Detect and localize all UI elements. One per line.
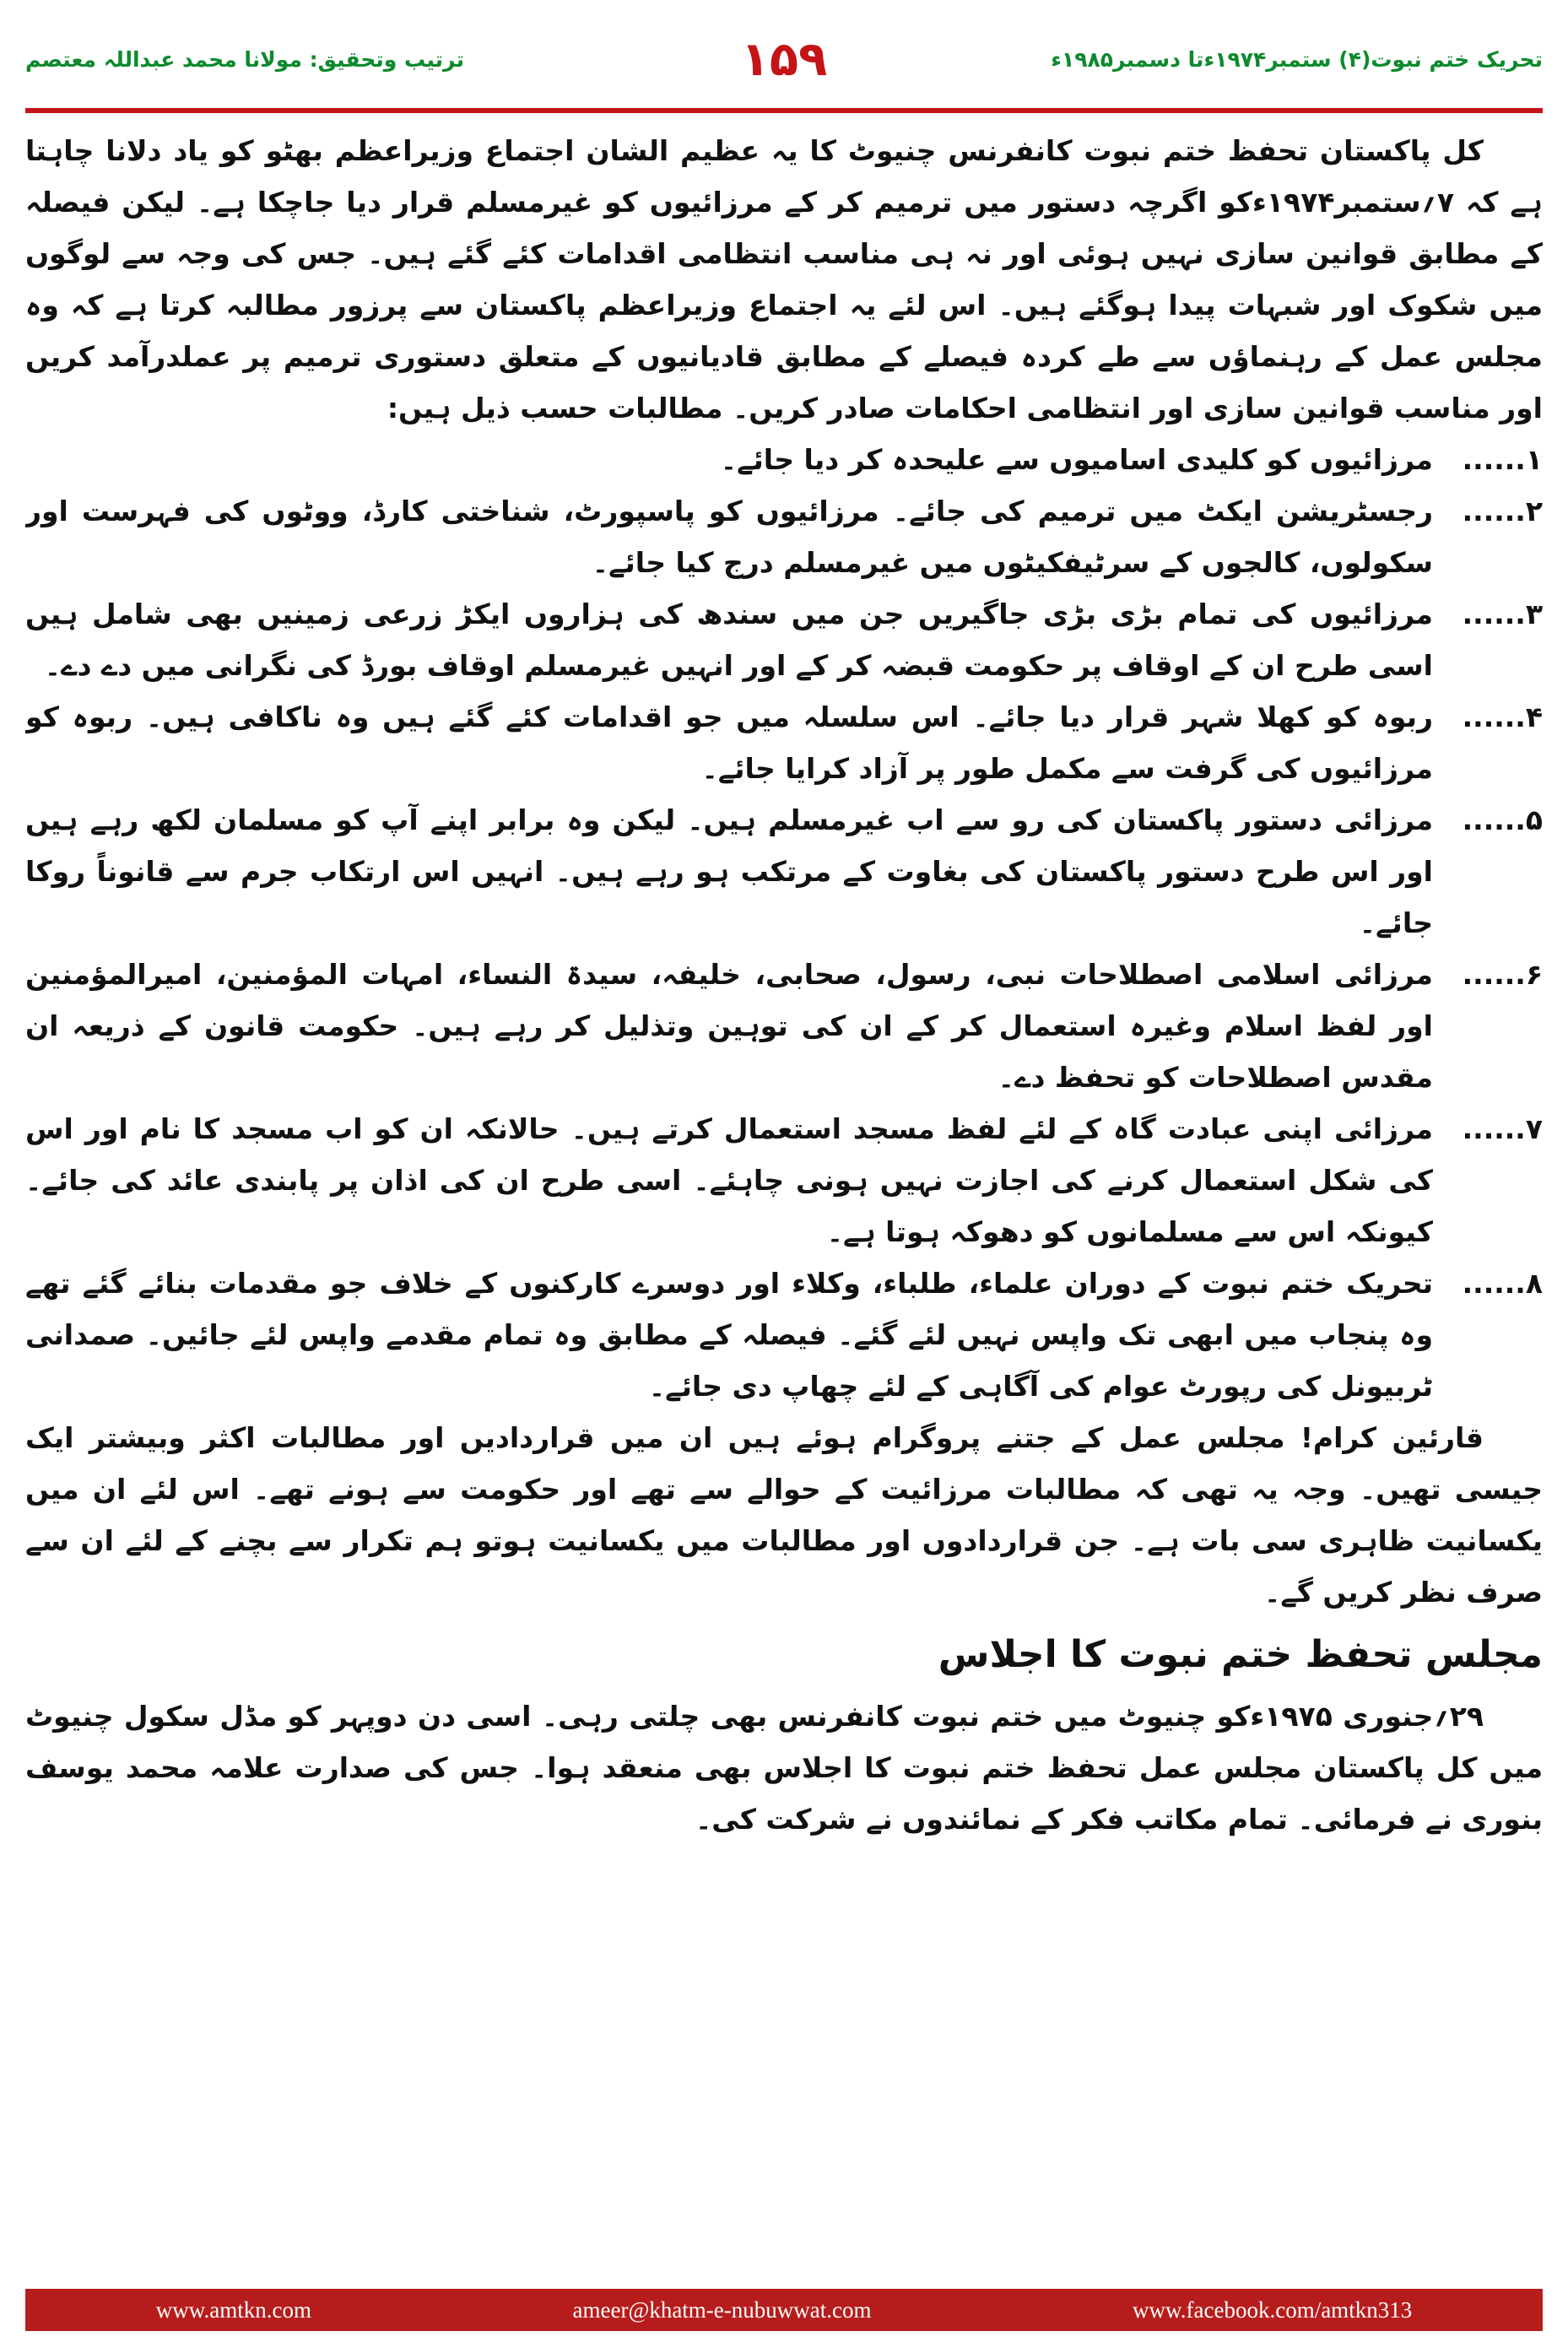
demand-number: ۷......	[1462, 1112, 1543, 1145]
compiler-credit: ترتیب وتحقیق: مولانا محمد عبداللہ معتصم	[25, 46, 464, 72]
demand-text: مرزائیوں کی تمام بڑی بڑی جاگیریں جن میں سندھ کی ہزاروں ایکڑ زرعی زمینیں بھی شامل ہیں اسی طرح ان کے اوقاف پر حکومت قبضہ کر کے اور انہیں غیرمسلم اوقاف بورڈ کی نگرانی میں دے دے۔	[25, 598, 1433, 682]
demand-item	[25, 949, 1543, 1103]
demand-item	[25, 691, 1543, 794]
demand-number: ۶......	[1462, 958, 1543, 991]
page-header	[25, 17, 1543, 101]
demand-item	[25, 485, 1543, 588]
demand-number: ۱......	[1462, 443, 1543, 476]
meeting-paragraph: ۲۹؍جنوری ۱۹۷۵ءکو چنیوٹ میں ختم نبوت کانفرنس بھی چلتی رہی۔ اسی دن دوپہر کو مڈل سکول چنیوٹ میں کل پاکستان مجلس عمل تحفظ ختم نبوت کا اجلاس بھی منعقد ہوا۔ جس کی صدارت علامہ محمد یوسف بنوری نے فرمائی۔ تمام مکاتب فکر کے نمائندوں نے شرکت کی۔	[25, 1700, 1543, 1836]
header-rule	[25, 108, 1543, 113]
demand-text: مرزائی اسلامی اصطلاحات نبی، رسول، صحابی، خلیفہ، سیدۃ النساء، امہات المؤمنین، امیرالمؤمنین اور لفظ اسلام وغیرہ استعمال کر کے ان کی توہین وتذلیل کر رہے ہیں۔ حکومت قانون کے ذریعہ ان مقدس اصطلاحات کو تحفظ دے۔	[25, 958, 1433, 1094]
facebook-link[interactable]: www.facebook.com/amtkn313	[1133, 2296, 1413, 2323]
demand-text: مرزائیوں کو کلیدی اسامیوں سے علیحدہ کر دیا جائے۔	[720, 443, 1433, 476]
demand-number: ۴......	[1462, 700, 1543, 733]
demand-item	[25, 1258, 1543, 1412]
demand-text: رجسٹریشن ایکٹ میں ترمیم کی جائے۔ مرزائیوں کو پاسپورٹ، شناختی کارڈ، ووٹوں کی فہرست اور سکولوں، کالجوں کے سرٹیفکیٹوں میں غیرمسلم درج کیا جائے۔	[25, 495, 1433, 579]
demand-item	[25, 1103, 1543, 1258]
email-link[interactable]: ameer@khatm-e-nubuwwat.com	[572, 2296, 872, 2323]
book-title: تحریک ختم نبوت(۴) ستمبر۱۹۷۴ءتا دسمبر۱۹۸۵ء	[1051, 46, 1543, 72]
demand-number: ۳......	[1462, 598, 1543, 630]
intro-paragraph: کل پاکستان تحفظ ختم نبوت کانفرنس چنیوٹ کا یہ عظیم الشان اجتماع وزیراعظم بھٹو کو یاد دلانا چاہتا ہے کہ ۷؍ستمبر۱۹۷۴ءکو اگرچہ دستور میں ترمیم کر کے مرزائیوں کو غیرمسلم قرار دیا جاچکا ہے۔ لیکن فیصلہ کے مطابق قوانین سازی نہیں ہوئی اور نہ ہی مناسب انتظامی اقدامات کئے گئے ہیں۔ جس کی وجہ سے لوگوں میں شکوک اور شبہات پیدا ہوگئے ہیں۔ اس لئے یہ اجتماع وزیراعظم پاکستان سے پرزور مطالبہ کرتا ہے کہ وہ مجلس عمل کے رہنماؤں سے طے کردہ فیصلے کے مطابق قادیانیوں کے متعلق دستوری ترمیم پر عملدرآمد کریں اور مناسب قوانین سازی اور انتظامی احکامات صادر کریں۔ مطالبات حسب ذیل ہیں:	[25, 134, 1543, 425]
demand-item	[25, 794, 1543, 949]
demand-text: تحریک ختم نبوت کے دوران علماء، طلباء، وکلاء اور دوسرے کارکنوں کے خلاف جو مقدمات بنائے گئے تھے وہ پنجاب میں ابھی تک واپس نہیں لئے گئے۔ فیصلہ کے مطابق وہ تمام مقدمے واپس لئے جائیں۔ صمدانی ٹربیونل کی رپورٹ عوام کی آگاہی کے لئے چھاپ دی جائے۔	[25, 1267, 1433, 1403]
demand-number: ۲......	[1462, 495, 1543, 527]
demand-text: ربوہ کو کھلا شہر قرار دیا جائے۔ اس سلسلہ میں جو اقدامات کئے گئے ہیں وہ ناکافی ہیں۔ ربوہ کو مرزائیوں کی گرفت سے مکمل طور پر آزاد کرایا جائے۔	[25, 700, 1433, 785]
page-number: ۱۵۹	[740, 31, 828, 87]
demand-number: ۵......	[1462, 803, 1543, 836]
demand-text: مرزائی دستور پاکستان کی رو سے اب غیرمسلم ہیں۔ لیکن وہ برابر اپنے آپ کو مسلمان لکھ رہے ہیں اور اس طرح دستور پاکستان کی بغاوت کے مرتکب ہو رہے ہیں۔ انہیں اس ارتکاب جرم سے قانوناً روکا جائے۔	[25, 803, 1433, 939]
footer-bar	[25, 2289, 1543, 2331]
section-heading: مجلس تحفظ ختم نبوت کا اجلاس	[938, 1633, 1543, 1676]
demand-item	[25, 434, 1543, 485]
demand-item	[25, 588, 1543, 691]
demand-number: ۸......	[1462, 1267, 1543, 1300]
website-link[interactable]: www.amtkn.com	[155, 2296, 311, 2323]
readers-paragraph: قارئین کرام! مجلس عمل کے جتنے پروگرام ہوئے ہیں ان میں قراردادیں اور مطالبات اکثر وبیشتر ایک جیسی تھیں۔ وجہ یہ تھی کہ مطالبات مرزائیت کے حوالے سے تھے اور حکومت سے ہونے تھے۔ اس لئے ان میں یکسانیت ظاہری سی بات ہے۔ جن قراردادوں اور مطالبات میں یکسانیت ہوتو ہم تکرار سے بچنے کے لئے ان سے صرف نظر کریں گے۔	[25, 1421, 1543, 1609]
page-body	[25, 125, 1543, 2273]
demand-text: مرزائی اپنی عبادت گاہ کے لئے لفظ مسجد استعمال کرتے ہیں۔ حالانکہ ان کو اب مسجد کا نام اور اس کی شکل استعمال کرنے کی اجازت نہیں ہونی چاہئے۔ اسی طرح ان کی اذان پر پابندی عائد کی جائے۔ کیونکہ اس سے مسلمانوں کو دھوکہ ہوتا ہے۔	[25, 1112, 1433, 1248]
